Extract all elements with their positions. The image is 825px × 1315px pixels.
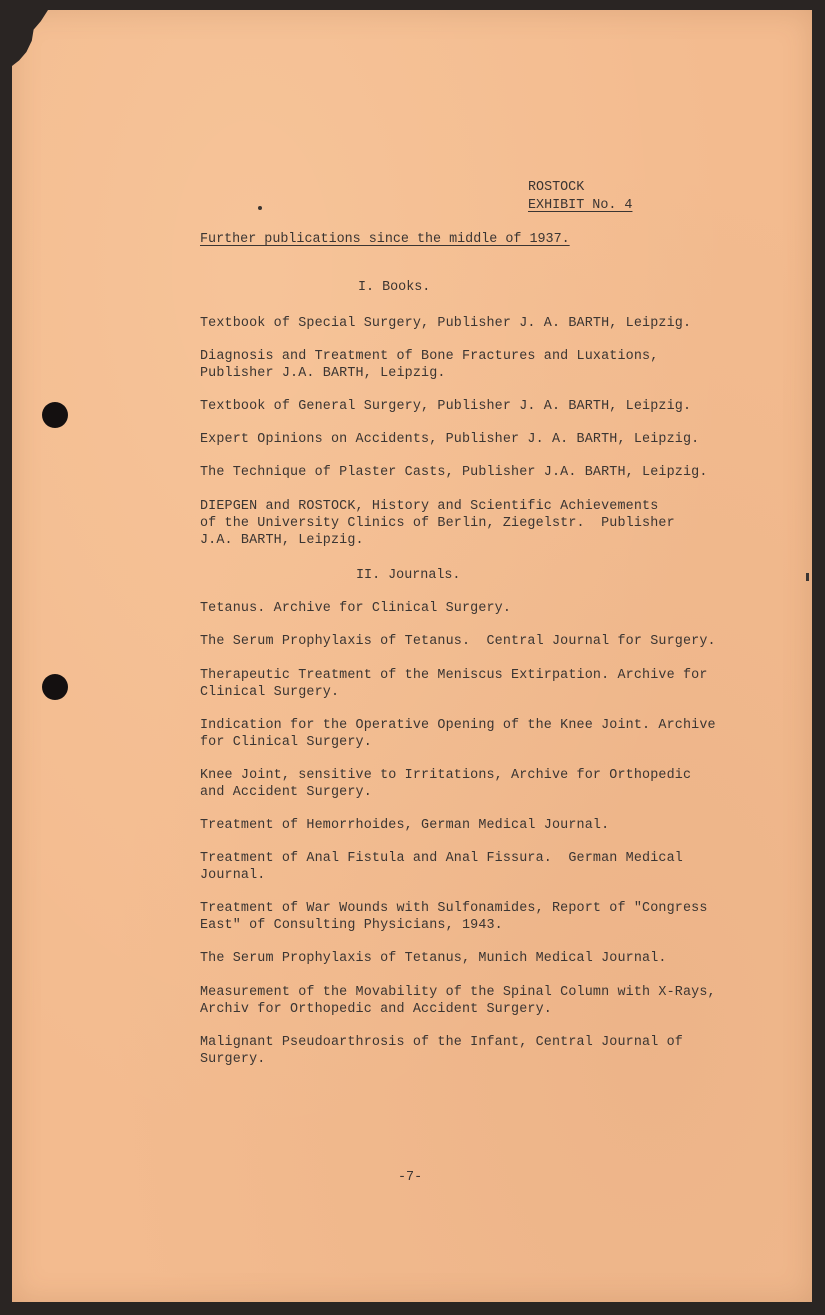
edge-mark (806, 573, 809, 581)
section-heading-books: I. Books. (358, 280, 431, 295)
exhibit-number: EXHIBIT No. 4 (528, 198, 633, 213)
book-entry-4: Expert Opinions on Accidents, Publisher J. A. BARTH, Leipzig. (200, 432, 700, 447)
journal-entry-1: Tetanus. Archive for Clinical Surgery. (200, 601, 512, 616)
book-entry-3: Textbook of General Surgery, Publisher J. A. BARTH, Leipzig. (200, 399, 692, 414)
journal-entry-7: Treatment of Anal Fistula and Anal Fissura. German Medical Journal. (200, 851, 683, 883)
torn-corner (12, 10, 48, 66)
journal-entry-2: The Serum Prophylaxis of Tetanus. Central Journal for Surgery. (200, 634, 716, 649)
journal-entry-3: Therapeutic Treatment of the Meniscus Extirpation. Archive for Clinical Surgery. (200, 668, 708, 700)
page-number: -7- (398, 1170, 423, 1185)
journal-entry-5: Knee Joint, sensitive to Irritations, Archive for Orthopedic and Accident Surgery. (200, 768, 692, 800)
book-entry-5: The Technique of Plaster Casts, Publisher J.A. BARTH, Leipzig. (200, 465, 708, 480)
journal-entry-10: Measurement of the Movability of the Spinal Column with X-Rays, Archiv for Orthopedic and Accident Surgery. (200, 985, 716, 1017)
stray-dot (258, 206, 262, 210)
header-name: ROSTOCK (528, 180, 585, 195)
document-page (12, 10, 812, 1302)
journal-entry-4: Indication for the Operative Opening of the Knee Joint. Archive for Clinical Surgery. (200, 718, 716, 750)
book-entry-2: Diagnosis and Treatment of Bone Fractures and Luxations, Publisher J.A. BARTH, Leipzig. (200, 349, 659, 381)
punch-hole-top (42, 402, 68, 428)
punch-hole-bottom (42, 674, 68, 700)
journal-entry-11: Malignant Pseudoarthrosis of the Infant, Central Journal of Surgery. (200, 1035, 683, 1067)
journal-entry-8: Treatment of War Wounds with Sulfonamides, Report of "Congress East" of Consulting Physicians, 1943. (200, 901, 708, 933)
book-entry-1: Textbook of Special Surgery, Publisher J. A. BARTH, Leipzig. (200, 316, 692, 331)
book-entry-6: DIEPGEN and ROSTOCK, History and Scientific Achievements of the University Clinics of Berlin, Ziegelstr. Publisher J.A. BARTH, Leipzig. (200, 499, 675, 548)
journal-entry-9: The Serum Prophylaxis of Tetanus, Munich Medical Journal. (200, 951, 667, 966)
journal-entry-6: Treatment of Hemorrhoides, German Medical Journal. (200, 818, 610, 833)
document-title: Further publications since the middle of 1937. (200, 232, 570, 247)
section-heading-journals: II. Journals. (356, 568, 461, 583)
